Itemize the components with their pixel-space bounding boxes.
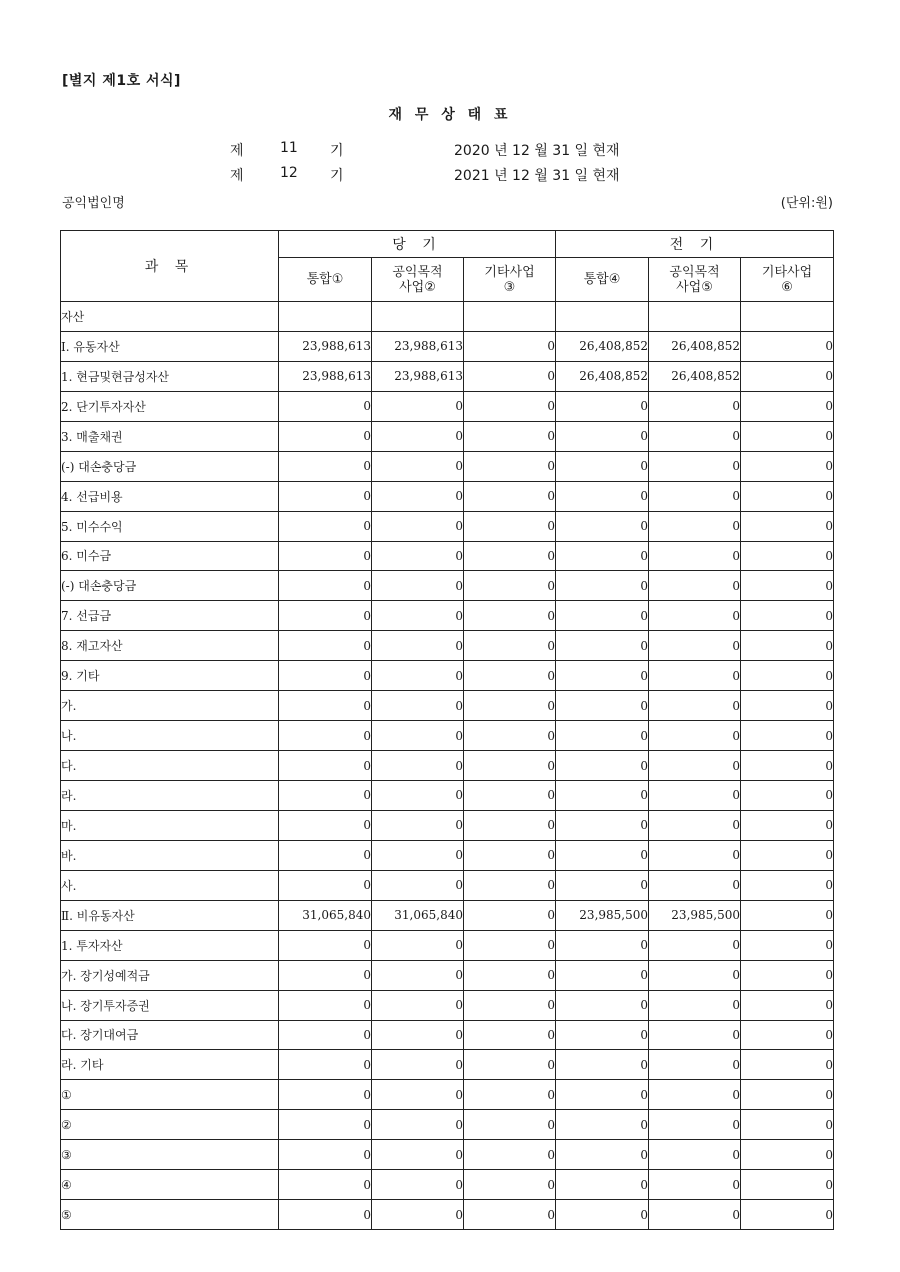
table-cell: 0 [279,1200,372,1230]
table-cell: 0 [741,930,834,960]
table-row [61,1020,834,1050]
table-cell: 0 [741,721,834,751]
row-label: 1. 투자자산 [61,930,279,960]
table-cell: 0 [556,661,649,691]
table-row [61,930,834,960]
table-cell: 0 [279,810,372,840]
table-cell: 31,065,840 [279,900,372,930]
table-cell: 0 [464,511,556,541]
row-label: 5. 미수수익 [61,511,279,541]
table-cell: 0 [649,451,741,481]
row-label: (-) 대손충당금 [61,451,279,481]
row-label: (-) 대손충당금 [61,571,279,601]
table-cell: 0 [741,870,834,900]
table-cell: 0 [279,1050,372,1080]
table-cell: 0 [464,1110,556,1140]
table-row [61,781,834,811]
table-cell: 0 [741,1110,834,1140]
table-cell: 0 [556,721,649,751]
table-cell: 0 [649,391,741,421]
row-label: 다. 장기대여금 [61,1020,279,1050]
table-row [61,1110,834,1140]
document-title: 재 무 상 태 표 [388,107,512,123]
table-cell: 0 [649,840,741,870]
table-cell: 0 [741,631,834,661]
table-cell: 0 [649,541,741,571]
table-cell: 0 [741,661,834,691]
table-cell: 0 [556,481,649,511]
table-cell: 0 [372,810,464,840]
table-cell: 0 [464,1200,556,1230]
table-cell: 0 [741,1050,834,1080]
table-row [61,870,834,900]
column-header: 기타사업 ③ [464,258,556,302]
table-cell: 0 [464,481,556,511]
table-cell: 23,985,500 [556,900,649,930]
table-cell: 0 [464,781,556,811]
table-cell: 0 [464,810,556,840]
table-cell: 0 [556,1170,649,1200]
period-suffix: 기 [330,143,344,159]
row-label: 1. 현금및현금성자산 [61,361,279,391]
row-label: 자산 [61,302,279,332]
table-cell: 0 [556,541,649,571]
organization-name-label: 공익법인명 [62,196,125,211]
row-label: 가. [61,691,279,721]
table-cell: 0 [741,391,834,421]
table-cell: 0 [741,511,834,541]
table-cell: 0 [556,751,649,781]
table-cell: 0 [741,1080,834,1110]
table-cell: 0 [464,900,556,930]
table-cell: 0 [464,990,556,1020]
table-cell: 0 [279,781,372,811]
table-cell: 0 [649,661,741,691]
table-row [61,451,834,481]
row-label: 9. 기타 [61,661,279,691]
table-cell: 31,065,840 [372,900,464,930]
table-row [61,960,834,990]
table-cell: 0 [556,421,649,451]
table-cell: 0 [741,691,834,721]
table-cell: 0 [556,691,649,721]
table-cell: 0 [279,391,372,421]
table-cell: 0 [464,960,556,990]
row-label: 사. [61,870,279,900]
table-row [61,331,834,361]
table-cell: 26,408,852 [556,361,649,391]
table-cell: 0 [279,511,372,541]
row-label: 7. 선급금 [61,601,279,631]
table-cell: 0 [556,840,649,870]
table-cell: 0 [741,840,834,870]
table-cell: 0 [279,631,372,661]
table-cell: 0 [556,781,649,811]
table-cell: 0 [279,1170,372,1200]
table-cell: 0 [464,870,556,900]
table-cell: 0 [556,391,649,421]
table-cell: 0 [741,781,834,811]
row-label: 나. 장기투자증권 [61,990,279,1020]
table-cell: 0 [741,571,834,601]
table-cell: 0 [464,601,556,631]
table-cell: 0 [556,631,649,661]
table-cell [649,302,741,332]
table-cell: 0 [279,661,372,691]
table-row [61,1050,834,1080]
table-cell: 0 [649,571,741,601]
row-label: ① [61,1080,279,1110]
row-label: 마. [61,810,279,840]
table-cell: 0 [741,451,834,481]
table-cell [464,302,556,332]
period-prefix: 제 [230,143,244,159]
table-cell: 0 [372,1050,464,1080]
table-cell: 0 [464,571,556,601]
table-row [61,631,834,661]
table-cell: 0 [556,1080,649,1110]
table-cell: 0 [464,421,556,451]
table-cell: 0 [464,1050,556,1080]
table-row [61,302,834,332]
table-cell: 0 [556,990,649,1020]
table-cell: 0 [649,1140,741,1170]
table-row [61,421,834,451]
table-cell: 0 [279,451,372,481]
table-cell: 0 [279,840,372,870]
table-cell: 0 [372,1110,464,1140]
table-cell: 0 [372,691,464,721]
row-label: 다. [61,751,279,781]
table-cell: 0 [279,1080,372,1110]
table-cell: 0 [649,751,741,781]
table-cell: 0 [464,451,556,481]
row-label: 6. 미수금 [61,541,279,571]
table-cell: 0 [279,541,372,571]
table-cell [556,302,649,332]
table-cell: 26,408,852 [649,361,741,391]
table-cell: 0 [741,810,834,840]
row-label: 8. 재고자산 [61,631,279,661]
table-cell: 0 [279,990,372,1020]
table-cell: 0 [556,930,649,960]
table-cell: 0 [741,331,834,361]
row-label: Ⅰ. 유동자산 [61,331,279,361]
table-cell: 0 [464,751,556,781]
table-cell: 0 [372,421,464,451]
table-cell: 0 [372,1080,464,1110]
table-cell: 0 [279,930,372,960]
table-cell: 0 [741,601,834,631]
table-cell: 0 [464,691,556,721]
table-cell: 0 [649,810,741,840]
row-label: 2. 단기투자자산 [61,391,279,421]
table-row [61,1140,834,1170]
row-label: 나. [61,721,279,751]
table-cell: 0 [372,960,464,990]
table-cell: 0 [741,541,834,571]
table-row [61,391,834,421]
table-cell: 0 [372,571,464,601]
table-cell: 0 [741,751,834,781]
table-row [61,721,834,751]
table-cell: 0 [279,691,372,721]
row-label: ③ [61,1140,279,1170]
table-cell: 0 [372,481,464,511]
table-cell: 0 [464,1170,556,1200]
table-cell: 0 [464,1020,556,1050]
table-cell: 0 [372,1020,464,1050]
table-cell: 0 [372,721,464,751]
table-cell: 0 [556,870,649,900]
table-cell: 0 [464,631,556,661]
table-cell: 0 [372,781,464,811]
table-row [61,810,834,840]
table-cell [279,302,372,332]
table-cell: 0 [649,930,741,960]
table-cell: 0 [741,1200,834,1230]
table-cell: 0 [464,391,556,421]
table-cell: 0 [649,990,741,1020]
table-cell: 0 [464,661,556,691]
table-cell: 0 [741,481,834,511]
table-cell: 0 [741,1170,834,1200]
row-label: 3. 매출채권 [61,421,279,451]
table-cell: 0 [372,1140,464,1170]
table-cell: 0 [279,1110,372,1140]
table-cell: 0 [556,601,649,631]
table-cell: 23,988,613 [279,361,372,391]
row-label: 4. 선급비용 [61,481,279,511]
column-header: 공익목적 사업② [372,258,464,302]
table-cell: 0 [649,1200,741,1230]
period-date: 2020 년 12 월 31 일 현재 [454,143,620,159]
table-cell: 0 [279,751,372,781]
table-row [61,511,834,541]
unit-label: (단위:원) [780,196,833,211]
table-cell: 0 [372,541,464,571]
table-cell: 0 [741,900,834,930]
table-cell: 0 [649,1110,741,1140]
period-number: 11 [280,140,298,156]
table-row [61,571,834,601]
table-cell: 0 [372,990,464,1020]
table-cell: 0 [741,421,834,451]
table-cell: 0 [649,721,741,751]
table-cell: 0 [372,631,464,661]
period-date: 2021 년 12 월 31 일 현재 [454,168,620,184]
table-cell: 0 [649,781,741,811]
period-prefix: 제 [230,168,244,184]
period-suffix: 기 [330,168,344,184]
table-cell: 0 [372,870,464,900]
table-cell: 0 [556,810,649,840]
table-cell: 0 [649,870,741,900]
form-label: [별지 제1호 서식] [62,73,181,89]
table-cell: 0 [372,451,464,481]
table-cell: 0 [556,1050,649,1080]
row-label: 라. 기타 [61,1050,279,1080]
column-header: 통합① [279,258,372,302]
table-cell: 0 [279,421,372,451]
table-cell: 0 [372,391,464,421]
column-header: 공익목적 사업⑤ [649,258,741,302]
table-cell: 0 [649,631,741,661]
column-header: 통합④ [556,258,649,302]
table-row [61,1080,834,1110]
row-label: ④ [61,1170,279,1200]
row-label: 라. [61,781,279,811]
table-cell: 0 [556,451,649,481]
table-cell: 0 [372,1170,464,1200]
table-cell: 0 [372,511,464,541]
table-row [61,601,834,631]
prior-period-header: 전 기 [556,231,834,258]
table-cell: 0 [556,1020,649,1050]
table-row [61,481,834,511]
table-cell: 0 [372,930,464,960]
table-cell: 0 [279,960,372,990]
table-cell: 0 [649,511,741,541]
table-cell: 0 [279,601,372,631]
table-cell: 0 [556,571,649,601]
period-number: 12 [280,165,298,181]
table-cell: 0 [279,571,372,601]
table-cell: 0 [372,661,464,691]
table-cell: 0 [649,1080,741,1110]
table-cell: 0 [464,1140,556,1170]
current-period-header: 당 기 [279,231,556,258]
table-cell: 0 [372,601,464,631]
row-label: ② [61,1110,279,1140]
table-cell: 0 [464,541,556,571]
table-cell: 0 [556,960,649,990]
table-cell: 23,988,613 [372,331,464,361]
table-cell: 0 [464,840,556,870]
table-cell: 26,408,852 [556,331,649,361]
table-cell: 26,408,852 [649,331,741,361]
table-cell: 0 [741,990,834,1020]
table-cell: 0 [279,1140,372,1170]
table-cell: 23,988,613 [279,331,372,361]
table-cell: 0 [372,751,464,781]
table-cell: 0 [741,361,834,391]
table-cell: 23,988,613 [372,361,464,391]
table-cell: 0 [649,1020,741,1050]
column-header: 기타사업 ⑥ [741,258,834,302]
row-label: 가. 장기성예적금 [61,960,279,990]
row-label: 바. [61,840,279,870]
table-cell: 0 [556,1140,649,1170]
table-cell: 0 [464,361,556,391]
table-row [61,541,834,571]
table-row [61,691,834,721]
table-cell: 0 [741,1140,834,1170]
table-cell [372,302,464,332]
table-row [61,1170,834,1200]
row-label: Ⅱ. 비유동자산 [61,900,279,930]
table-cell: 0 [372,840,464,870]
table-cell: 0 [649,601,741,631]
table-cell: 0 [279,870,372,900]
table-cell: 0 [649,481,741,511]
table-row [61,1200,834,1230]
table-row [61,990,834,1020]
table-cell: 0 [464,721,556,751]
table-row [61,840,834,870]
table-cell: 0 [649,691,741,721]
table-cell: 0 [464,1080,556,1110]
table-cell: 0 [556,511,649,541]
table-row [61,751,834,781]
table-cell: 0 [464,930,556,960]
table-row [61,900,834,930]
table-cell: 0 [649,1050,741,1080]
table-cell: 23,985,500 [649,900,741,930]
table-cell: 0 [556,1110,649,1140]
table-cell: 0 [556,1200,649,1230]
table-cell: 0 [279,721,372,751]
table-cell: 0 [279,481,372,511]
table-cell: 0 [649,421,741,451]
table-cell: 0 [741,960,834,990]
table-cell: 0 [649,1170,741,1200]
table-cell: 0 [279,1020,372,1050]
table-row [61,661,834,691]
table-cell: 0 [649,960,741,990]
subject-header: 과 목 [61,231,279,302]
table-cell: 0 [372,1200,464,1230]
row-label: ⑤ [61,1200,279,1230]
table-cell [741,302,834,332]
balance-sheet-table [60,230,834,1230]
table-cell: 0 [464,331,556,361]
table-row [61,361,834,391]
table-cell: 0 [741,1020,834,1050]
